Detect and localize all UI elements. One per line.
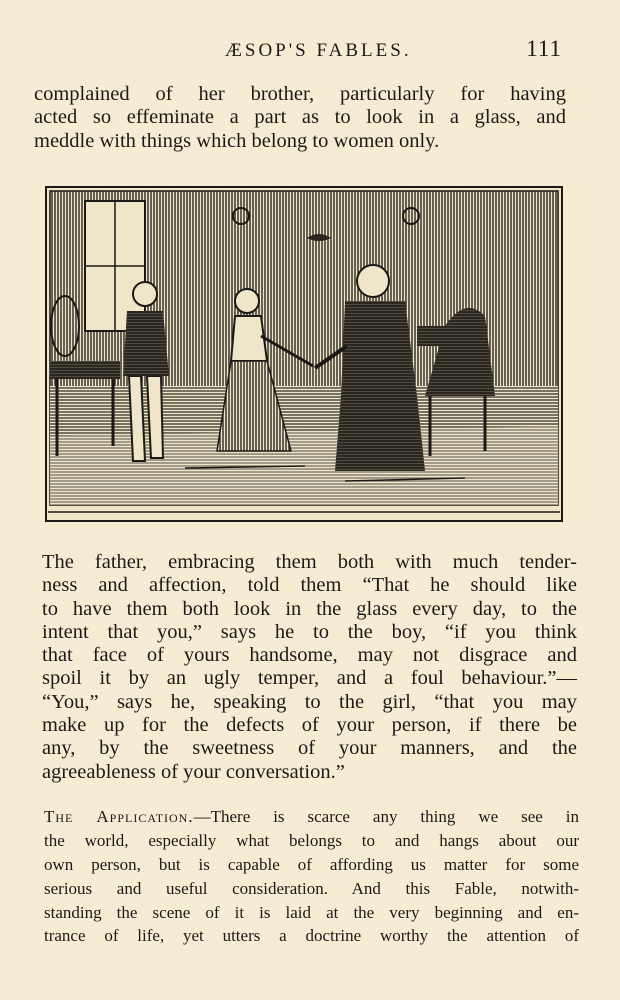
intro-line: complained of her brother, particularly for having [34, 83, 566, 105]
text-line: make up for the defects of your person, if there be [42, 714, 577, 737]
woodcut-engraving-icon [45, 186, 563, 522]
application-first-line-text: —There is scarce any thing we see in [193, 807, 579, 826]
text-line: that face of yours handsome, may not disgrace and [42, 644, 577, 667]
text-line: The father, embracing them both with much tender- [42, 551, 577, 573]
page-number: 111 [526, 36, 562, 61]
main-paragraph [42, 551, 577, 784]
application-first-line [44, 805, 579, 829]
application-line: trance of life, yet utters a doctrine worthy the attention of [44, 926, 579, 946]
text-line: “You,” says he, speaking to the girl, “that you may [42, 690, 577, 713]
page-header [0, 36, 620, 66]
woodcut-illustration [45, 186, 563, 522]
text-line: any, by the sweetness of your manners, and the [42, 737, 577, 760]
application-line: standing the scene of it is laid at the very beginning and en- [44, 902, 579, 922]
text-line: agreeableness of your conversation.” [42, 760, 345, 783]
text-line: to have them both look in the glass every day, to the [42, 597, 577, 620]
text-line: intent that you,” says he to the boy, “if you think [42, 620, 577, 643]
application-line: own person, but is capable of affording us matter for some [44, 854, 579, 874]
intro-line: meddle with things which belong to women only. [34, 129, 440, 152]
application-line: serious and useful consideration. And this Fable, notwith- [44, 878, 579, 898]
running-title: ÆSOP'S FABLES. [225, 40, 412, 61]
application-line: the world, especially what belongs to and hangs about our [44, 830, 579, 850]
text-line: spoil it by an ugly temper, and a foul behaviour.”— [42, 667, 577, 690]
intro-paragraph [34, 82, 566, 152]
text-line: ness and affection, told them “That he should like [42, 574, 577, 597]
application-paragraph [44, 805, 579, 948]
application-label: The Application. [44, 807, 194, 826]
intro-line: acted so effeminate a part as to look in a glass, and [34, 106, 566, 129]
